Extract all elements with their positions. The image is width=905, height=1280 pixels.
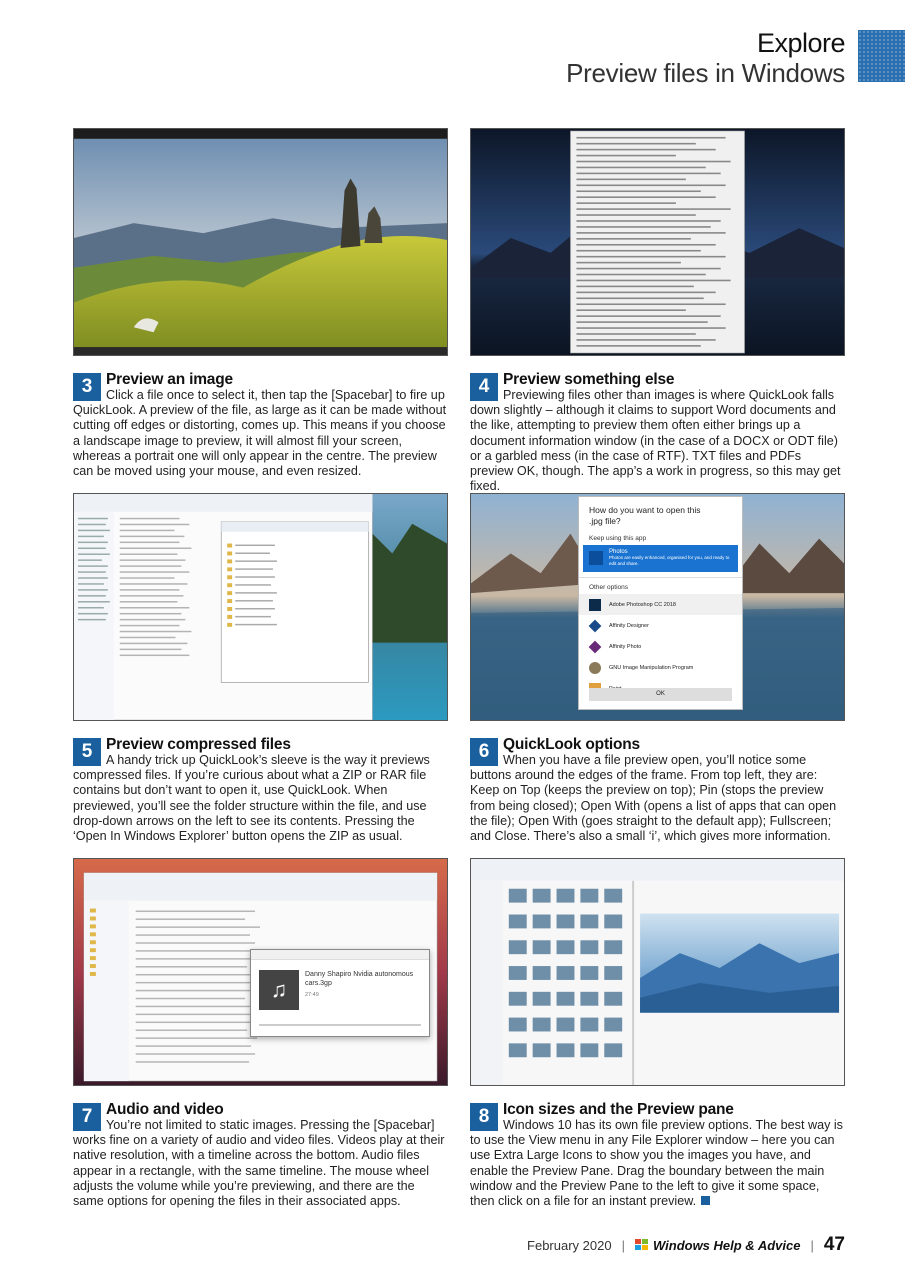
step-body: A handy trick up QuickLook’s sleeve is the way it previews compressed files. If you’re curious about what a ZIP or RAR file contains but don’t want to open it, use QuickLook. When previewed, you’ll see the folder structure within the file, and use drop-down arrows on the left to see its contents. Pressing the ‘Open In Windows Explorer’ button opens the ZIP as usual. — [73, 753, 430, 844]
app-list — [579, 594, 742, 699]
step-number-badge: 6 — [470, 738, 498, 766]
step-body-wrap — [470, 1118, 845, 1209]
gimp-icon — [589, 662, 601, 674]
dialog-question: How do you want to open this .jpg file? — [589, 505, 701, 526]
app-label: GNU Image Manipulation Program — [609, 664, 694, 671]
photos-icon — [589, 551, 603, 565]
screenshot-image-preview — [73, 128, 448, 356]
affinity-photo-icon — [589, 640, 602, 653]
dialog-other-label: Other options — [579, 577, 742, 594]
section-title: Explore — [756, 28, 845, 58]
photos-name: Photos — [609, 549, 628, 555]
audio-file-icon: ♫ — [259, 970, 299, 1010]
step-title: Preview an image — [106, 371, 233, 388]
page-footer — [527, 1234, 845, 1256]
screenshot-open-with-dialog — [470, 493, 845, 721]
photos-option[interactable] — [583, 545, 738, 572]
step-body: Windows 10 has its own file preview options. The best way is to use the View menu in any File Explorer window – here you can use Extra Large Icons to show you the images you have, and enable the Preview Pane. Drag the boundary between the main window and the Preview Pane to the left to give it some space, then click on a file for an instant preview. — [470, 1118, 843, 1209]
app-affinity-photo[interactable] — [579, 636, 742, 657]
page-header — [566, 28, 845, 88]
open-with-dialog — [578, 496, 743, 710]
ok-button[interactable]: OK — [589, 688, 732, 701]
step-7 — [73, 1101, 448, 1209]
footer-divider: | — [621, 1237, 625, 1253]
app-label: Adobe Photoshop CC 2018 — [609, 601, 676, 608]
screenshot-text-preview — [470, 128, 845, 356]
step-5 — [73, 736, 448, 844]
app-affinity-designer[interactable] — [579, 615, 742, 636]
section-subtitle: Preview files in Windows — [566, 58, 845, 88]
screenshot-zip-preview — [73, 493, 448, 721]
app-photoshop[interactable] — [579, 594, 742, 615]
step-number-badge: 8 — [470, 1103, 498, 1131]
step-title: QuickLook options — [503, 736, 640, 753]
dialog-keep-label: Keep using this app — [589, 535, 647, 542]
brand — [635, 1238, 800, 1253]
step-number-badge: 5 — [73, 738, 101, 766]
step-body: Previewing files other than images is where QuickLook falls down slightly – although it claims to support Word documents and the like, attempting to preview them often either brings up a document information window (in the case of a DOCX or ODT file) or a garbled mess (in the case of RTF). TXT files and PDFs preview OK, though. The app’s a work in progress, so this may get fixed. — [470, 388, 841, 494]
affinity-designer-icon — [589, 619, 602, 632]
step-number-badge: 3 — [73, 373, 101, 401]
step-title: Preview compressed files — [106, 736, 291, 753]
app-label: Affinity Photo — [609, 643, 642, 650]
photoshop-icon — [589, 599, 601, 611]
app-label: Affinity Designer — [609, 622, 649, 629]
step-4 — [470, 371, 845, 494]
end-of-article-mark — [701, 1196, 710, 1205]
issue-date: February 2020 — [527, 1237, 612, 1253]
step-8 — [470, 1101, 845, 1209]
corner-tab-decoration — [858, 30, 905, 82]
step-number-badge: 4 — [470, 373, 498, 401]
audio-preview-window — [250, 949, 430, 1037]
step-3 — [73, 371, 448, 479]
app-gimp[interactable] — [579, 657, 742, 678]
step-title: Preview something else — [503, 371, 675, 388]
step-body: When you have a file preview open, you’ll notice some buttons around the edges of the frame. From top left, they are: Keep on Top (keeps the preview on top); Pin (stops the preview from being closed); Open With (opens a list of apps that can open the file); Open With (goes straight to the default app); Fullscreen; and Close. There’s also a small ‘i’, which gives more information. — [470, 753, 837, 844]
windows-logo-icon — [635, 1239, 649, 1251]
screenshot-audio-preview — [73, 858, 448, 1086]
step-body: Click a file once to select it, then tap the [Spacebar] to fire up QuickLook. A preview of the file, as large as it can be made without cutting off edges or distorting, comes up. This means if you choose a landscape image to preview, it will almost fill your screen, whereas a portrait one will only appear in the centre. The preview can be moved using your mouse, and even resized. — [73, 388, 447, 479]
photos-desc: Photos are easily enhanced, organised for you, and ready to edit and share. — [609, 555, 730, 566]
step-6 — [470, 736, 845, 844]
page-number: 47 — [823, 1234, 845, 1255]
footer-divider: | — [810, 1237, 814, 1253]
audio-duration: 27:49 — [305, 992, 319, 998]
step-title: Icon sizes and the Preview pane — [503, 1101, 734, 1118]
audio-timeline[interactable] — [259, 1024, 421, 1026]
audio-title: Danny Shapiro Nvidia autonomous cars.3gp — [305, 971, 414, 987]
screenshot-preview-pane — [470, 858, 845, 1086]
step-number-badge: 7 — [73, 1103, 101, 1131]
step-body: You’re not limited to static images. Pressing the [Spacebar] works fine on a variety of audio and video files. Videos play at their native resolution, with a timeline across the bottom. Audio files appear in a rectangle, with the same timeline. The mouse wheel adjusts the volume while you’re previewing, and there are the same options for opening the files in their associated apps. — [73, 1118, 445, 1209]
step-title: Audio and video — [106, 1101, 224, 1118]
brand-name: Windows Help & Advice — [652, 1237, 801, 1253]
